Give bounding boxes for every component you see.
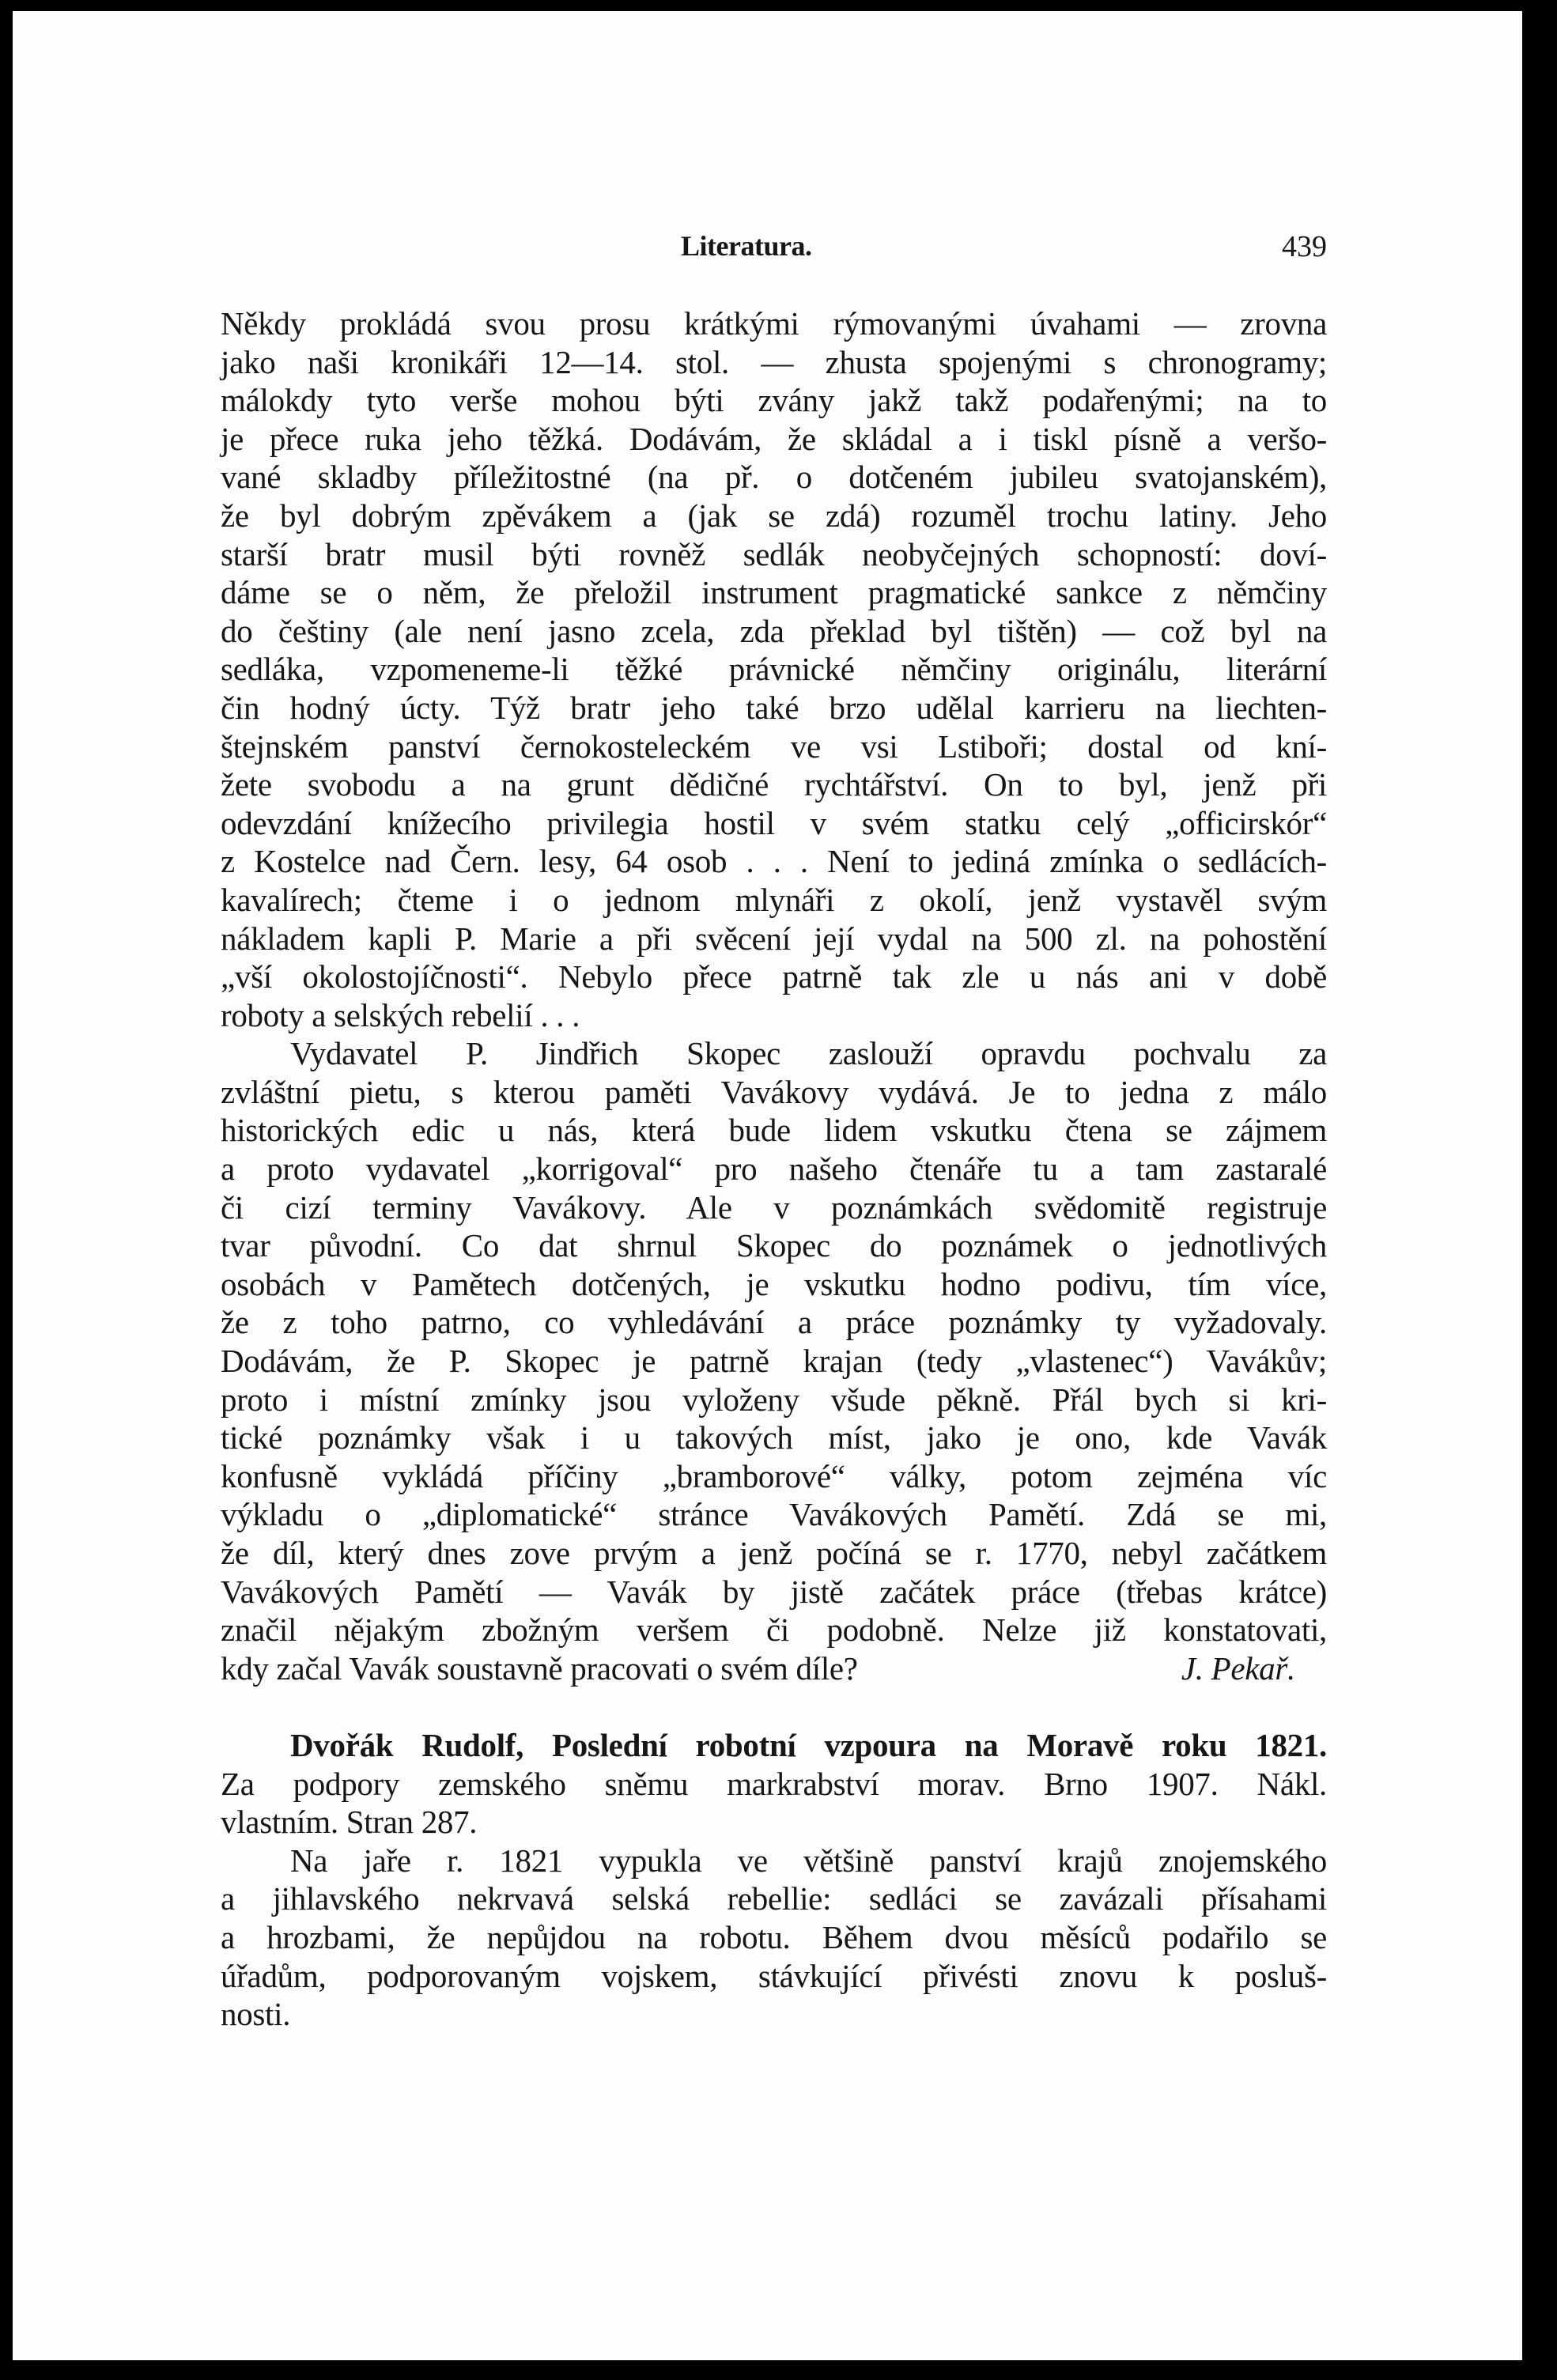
text-line: a jihlavského nekrvavá selská rebellie: sedláci se zavázali přísahami	[221, 1880, 1327, 1917]
text-line: Vavákových Pamětí — Vavák by jistě začátek práce (třebas krátce)	[221, 1573, 1327, 1610]
paragraph-2	[221, 1034, 1327, 1649]
text-line: značil nějakým zbožným veršem či podobně. Nelze již konstatovati,	[221, 1611, 1327, 1649]
text-line: do češtiny (ale není jasno zcela, zda překlad byl tištěn) — což byl na	[221, 612, 1327, 649]
text-line: historických edic u nás, která bude lidem vskutku čtena se zájmem	[221, 1112, 1327, 1149]
text-line: Dodávám, že P. Skopec je patrně krajan (tedy „vlastenec“) Vavákův;	[221, 1343, 1327, 1380]
review-paragraph	[221, 1842, 1327, 2034]
text-line: Někdy prokládá svou prosu krátkými rýmovanými úvahami — zrovna	[221, 305, 1327, 342]
final-line	[221, 1649, 1327, 1688]
text-line: úřadům, podporovaným vojskem, stávkující přivésti znovu k posluš-	[221, 1957, 1327, 1994]
text-line: z Kostelce nad Čern. lesy, 64 osob . . . Není to jediná zmínka o sedlácích-	[221, 843, 1327, 880]
scanned-page	[13, 11, 1522, 2360]
text-line: roboty a selských rebelií . . .	[221, 996, 580, 1033]
text-line: žete svobodu a na grunt dědičné rychtářství. On to byl, jenž při	[221, 766, 1327, 803]
text-line: že byl dobrým zpěvákem a (jak se zdá) rozuměl trochu latiny. Jeho	[221, 497, 1327, 534]
text-line: kavalírech; čteme i o jednom mlynáři z okolí, jenž vystavěl svým	[221, 881, 1327, 918]
text-line: zvláštní pietu, s kterou paměti Vavákovy vydává. Je to jedna z málo	[221, 1073, 1327, 1110]
text-line: čin hodný úcty. Týž bratr jeho také brzo udělal karrieru na liechten-	[221, 689, 1327, 726]
text-line: je přece ruka jeho těžká. Dodávám, že skládal a i tiskl písně a veršo-	[221, 420, 1327, 457]
final-line-text: kdy začal Vavák soustavně pracovati o svém díle?	[221, 1649, 858, 1687]
text-line: odevzdání knížecího privilegia hostil v svém statku celý „officirskór“	[221, 804, 1327, 841]
text-line: Za podpory zemského sněmu markrabství morav. Brno 1907. Nákl.	[221, 1765, 1327, 1802]
text-line: že z toho patrno, co vyhledávání a práce poznámky ty vyžadovaly.	[221, 1304, 1327, 1341]
review-dvorak	[221, 1726, 1327, 2034]
text-line: osobách v Pamětech dotčených, je vskutku hodno podivu, tím více,	[221, 1265, 1327, 1302]
text-line: tvar původní. Co dat shrnul Skopec do poznámek o jednotlivých	[221, 1227, 1327, 1264]
text-line: Vydavatel P. Jindřich Skopec zaslouží opravdu pochvalu za	[290, 1035, 1327, 1072]
text-line: Na jaře r. 1821 vypukla ve většině panství krajů znojemského	[290, 1842, 1327, 1879]
text-line: tické poznámky však i u takových míst, jako je ono, kde Vavák	[221, 1419, 1327, 1456]
text-line: či cizí terminy Vavákovy. Ale v poznámkách svědomitě registruje	[221, 1188, 1327, 1226]
text-line: starší bratr musil býti rovněž sedlák neobyčejných schopností: doví-	[221, 535, 1327, 572]
text-line: málokdy tyto verše mohou býti zvány jakž takž podařenými; na to	[221, 382, 1327, 419]
imprint	[221, 1765, 1327, 1842]
text-line: a proto vydavatel „korrigoval“ pro našeho čtenáře tu a tam zastaralé	[221, 1150, 1327, 1188]
review-pekar	[221, 304, 1327, 1687]
paragraph-1	[221, 304, 1327, 1034]
text-line: nosti.	[221, 1996, 291, 2033]
text-line: a hrozbami, že nepůjdou na robotu. Během dvou měsíců podařilo se	[221, 1918, 1327, 1955]
text-line: vané skladby příležitostné (na př. o dotčeném jubileu svatojanském),	[221, 459, 1327, 496]
text-line: dáme se o něm, že přeložil instrument pragmatické sankce z němčiny	[221, 574, 1327, 611]
text-line: štejnském panství černokosteleckém ve vsi Lstiboři; dostal od kní-	[221, 727, 1327, 765]
text-line: jako naši kronikáři 12—14. stol. — zhusta spojenými s chronogramy;	[221, 343, 1327, 380]
text-line: vlastním. Stran 287.	[221, 1804, 478, 1841]
text-line: proto i místní zmínky jsou vyloženy všude pěkně. Přál bych si kri-	[221, 1381, 1327, 1418]
text-line: „vší okolostojíčnosti“. Nebylo přece patrně tak zle u nás ani v době	[221, 958, 1327, 995]
running-title: Literatura.	[681, 230, 812, 262]
signature: J. Pekař.	[1181, 1649, 1295, 1687]
running-header	[221, 229, 1327, 269]
text-line: sedláka, vzpomeneme-li těžké právnické němčiny originálu, literární	[221, 651, 1327, 688]
text-line: konfusně vykládá příčiny „bramborové“ války, potom zejména víc	[221, 1457, 1327, 1494]
text-line: že díl, který dnes zove prvým a jenž počíná se r. 1770, nebyl začátkem	[221, 1535, 1327, 1571]
text-line: nákladem kapli P. Marie a při svěcení její vydal na 500 zl. na pohostění	[221, 920, 1327, 957]
page-number: 439	[1282, 230, 1327, 263]
text-line: výkladu o „diplomatické“ stránce Vavákových Pamětí. Zdá se mi,	[221, 1496, 1327, 1533]
review-title: Dvořák Rudolf, Poslední robotní vzpoura na Moravě roku 1821.	[290, 1727, 1327, 1763]
